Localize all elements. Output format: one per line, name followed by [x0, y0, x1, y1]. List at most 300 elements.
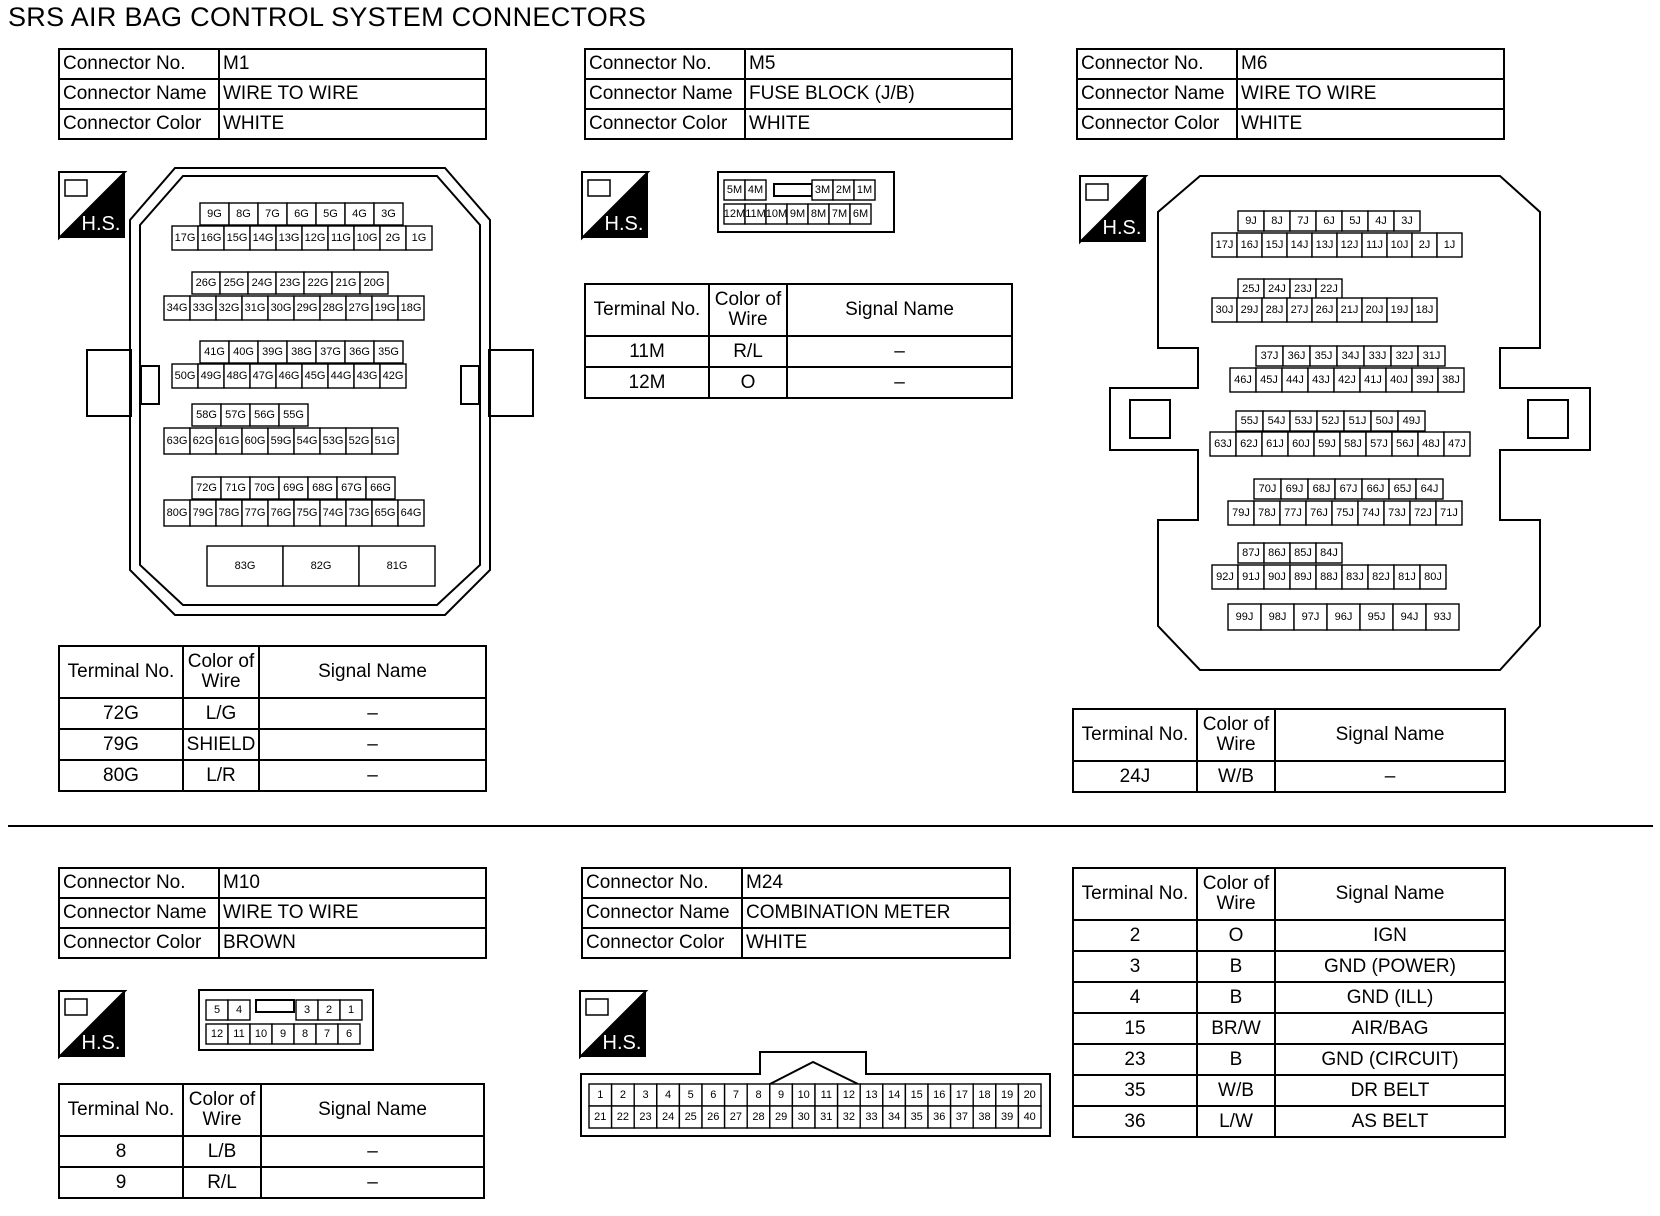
pin-label: 49J — [1402, 415, 1421, 427]
signal-name-header: Signal Name — [261, 1084, 484, 1136]
connector-no-value: M5 — [745, 49, 1012, 79]
pin-label: 29J — [1240, 304, 1259, 316]
pin-label: 65G — [374, 507, 396, 519]
pin-label: 45J — [1260, 374, 1278, 386]
pin-label: 34G — [166, 302, 188, 314]
wire-color-cell: B — [1197, 982, 1275, 1013]
pin-label: 11 — [820, 1089, 833, 1101]
pin-label: 85J — [1294, 547, 1312, 559]
pin-label: 16G — [200, 232, 222, 244]
pin-label: 90J — [1268, 571, 1286, 583]
pin-label: 6G — [294, 208, 309, 220]
pin-label: 12G — [304, 232, 326, 244]
pin-label: 19G — [374, 302, 396, 314]
connector-name-value: WIRE TO WIRE — [219, 898, 486, 928]
connector-color-label: Connector Color — [1077, 109, 1237, 139]
pin-label: 34J — [1341, 350, 1360, 362]
pin-label: 4 — [235, 1004, 243, 1016]
pin-label: 25 — [684, 1111, 697, 1123]
pin-label: 3M — [814, 184, 831, 196]
wire-color-cell: L/R — [183, 760, 259, 791]
terminal-cell: 2 — [1073, 920, 1197, 951]
pin-label: 7G — [265, 208, 280, 220]
connector-no-value: M10 — [219, 868, 486, 898]
pin-label: 19 — [1000, 1089, 1014, 1101]
pin-label: 27 — [729, 1111, 743, 1123]
pin-label: 97J — [1301, 611, 1320, 623]
pin-label: 40G — [233, 346, 254, 358]
pin-label: 22G — [307, 277, 329, 289]
pin-label: 67J — [1339, 483, 1358, 495]
pin-label: 31G — [244, 302, 266, 314]
pin-label: 69J — [1285, 483, 1304, 495]
pin-label: 53G — [322, 435, 344, 447]
pin-label: 43J — [1312, 374, 1330, 386]
pin-label: 60G — [244, 435, 266, 447]
pin-label: 1M — [856, 184, 873, 196]
pin-label: 58G — [196, 409, 217, 421]
signal-cell: IGN — [1275, 920, 1505, 951]
pin-label: 24G — [251, 277, 273, 289]
pin-label: 20G — [363, 277, 385, 289]
pin-label: 19J — [1390, 304, 1409, 316]
pin-label: 23J — [1294, 283, 1312, 295]
pin-label: 56G — [254, 409, 275, 421]
pin-label: 38G — [291, 346, 312, 358]
pin-label: 35 — [910, 1111, 923, 1123]
pin-label: 63G — [166, 435, 188, 447]
hs-icon-m10 — [59, 991, 125, 1057]
pin-label: 1 — [597, 1089, 604, 1101]
pin-label: 40 — [1023, 1111, 1036, 1123]
pin-label: 95J — [1367, 611, 1386, 623]
pin-label: 76J — [1310, 507, 1328, 519]
pin-label: 33 — [865, 1111, 878, 1123]
pin-label: 82G — [310, 560, 332, 572]
pin-label: 25G — [223, 277, 245, 289]
connector-name-label: Connector Name — [1077, 79, 1237, 109]
pin-label: 2 — [325, 1004, 333, 1016]
pin-label: 6 — [710, 1089, 717, 1101]
signal-cell: – — [1275, 761, 1505, 792]
pin-label: 80J — [1424, 571, 1442, 583]
pin-label: 29G — [296, 302, 318, 314]
pin-label: 39 — [1000, 1111, 1014, 1123]
connector-name-label: Connector Name — [582, 898, 742, 928]
pin-label: 54G — [296, 435, 318, 447]
hs-icon-m6 — [1080, 176, 1146, 242]
wire-color-header: Color of Wire — [183, 1084, 261, 1136]
terminal-no-header: Terminal No. — [59, 646, 183, 698]
pin-label: 83J — [1346, 571, 1364, 583]
pin-label: 10 — [254, 1028, 268, 1040]
pin-label: 73J — [1388, 507, 1406, 519]
terminal-no-header: Terminal No. — [59, 1084, 183, 1136]
pin-label: 12M — [723, 208, 746, 220]
pin-label: 12J — [1340, 239, 1359, 251]
signal-cell: – — [787, 367, 1012, 398]
signal-cell: – — [259, 729, 486, 760]
pin-label: 26J — [1315, 304, 1334, 316]
pin-label: 28J — [1265, 304, 1284, 316]
pin-label: 26G — [195, 277, 217, 289]
connector-color-value: BROWN — [219, 928, 486, 958]
pin-label: 18 — [978, 1089, 991, 1101]
hs-label: H.S. — [81, 1032, 121, 1054]
pin-label: 69G — [283, 482, 304, 494]
connector-no-label: Connector No. — [585, 49, 745, 79]
pin-label: 44G — [330, 370, 352, 382]
pin-label: 37 — [955, 1111, 969, 1123]
pin-label: 96J — [1334, 611, 1353, 623]
pin-label: 28 — [752, 1111, 765, 1123]
terminal-cell: 11M — [585, 336, 709, 367]
connector-name-value: WIRE TO WIRE — [219, 79, 486, 109]
connector-color-value: WHITE — [1237, 109, 1504, 139]
terminal-cell: 12M — [585, 367, 709, 398]
pin-label: 59J — [1318, 438, 1336, 450]
pin-label: 77G — [244, 507, 266, 519]
pin-label: 99J — [1235, 611, 1254, 623]
pin-label: 14 — [887, 1089, 901, 1101]
signal-cell: – — [787, 336, 1012, 367]
pin-label: 42J — [1338, 374, 1356, 386]
connector-name-label: Connector Name — [585, 79, 745, 109]
connector-name-value: FUSE BLOCK (J/B) — [745, 79, 1012, 109]
terminal-cell: 4 — [1073, 982, 1197, 1013]
pin-label: 9 — [279, 1028, 287, 1040]
connector-color-label: Connector Color — [582, 928, 742, 958]
pin-label: 92J — [1216, 571, 1234, 583]
pin-label: 9 — [778, 1089, 785, 1101]
connector-name-label: Connector Name — [59, 79, 219, 109]
pin-label: 5G — [323, 208, 338, 220]
pin-label: 15G — [226, 232, 248, 244]
pin-label: 81G — [386, 560, 408, 572]
pin-label: 67G — [341, 482, 362, 494]
pin-label: 44J — [1286, 374, 1304, 386]
pin-label: 26 — [707, 1111, 720, 1123]
terminal-cell: 8 — [59, 1136, 183, 1167]
connector-color-value: WHITE — [219, 109, 486, 139]
pin-label: 89J — [1294, 571, 1312, 583]
pin-label: 86J — [1268, 547, 1286, 559]
pin-label: 30 — [797, 1111, 810, 1123]
wire-color-cell: B — [1197, 951, 1275, 982]
pin-label: 58J — [1344, 438, 1362, 450]
pin-label: 64J — [1420, 483, 1439, 495]
terminal-cell: 36 — [1073, 1106, 1197, 1137]
wire-color-header: Color of Wire — [1197, 709, 1275, 761]
pin-label: 23 — [639, 1111, 652, 1123]
signal-cell: GND (POWER) — [1275, 951, 1505, 982]
signal-cell: AIR/BAG — [1275, 1013, 1505, 1044]
pin-label: 38 — [978, 1111, 991, 1123]
pin-label: 6M — [852, 208, 869, 220]
signal-cell: DR BELT — [1275, 1075, 1505, 1106]
terminal-cell: 80G — [59, 760, 183, 791]
m6-pin-grid — [1210, 211, 1470, 630]
pin-label: 10J — [1390, 239, 1409, 251]
pin-label: 43G — [356, 370, 378, 382]
wire-color-cell: W/B — [1197, 1075, 1275, 1106]
pin-label: 52J — [1321, 415, 1340, 427]
terminal-no-header: Terminal No. — [1073, 868, 1197, 920]
pin-label: 5 — [687, 1089, 694, 1101]
pin-label: 10G — [356, 232, 378, 244]
hs-label: H.S. — [602, 1032, 642, 1054]
pin-label: 64G — [400, 507, 422, 519]
pin-label: 30J — [1215, 304, 1234, 316]
pin-label: 18J — [1415, 304, 1434, 316]
signal-name-header: Signal Name — [259, 646, 486, 698]
pin-label: 5 — [213, 1004, 221, 1016]
pin-label: 45G — [304, 370, 326, 382]
pin-label: 32G — [218, 302, 240, 314]
pin-label: 20 — [1023, 1089, 1036, 1101]
pin-label: 8M — [810, 208, 827, 220]
pin-label: 48G — [226, 370, 248, 382]
connector-color-label: Connector Color — [585, 109, 745, 139]
pin-label: 11 — [233, 1028, 245, 1040]
pin-label: 36J — [1287, 350, 1306, 362]
pin-label: 20J — [1365, 304, 1384, 316]
pin-label: 61J — [1266, 438, 1284, 450]
pin-label: 70J — [1258, 483, 1277, 495]
pin-label: 8 — [301, 1028, 309, 1040]
pin-label: 9M — [789, 208, 806, 220]
pin-label: 17 — [955, 1089, 969, 1101]
pin-label: 31 — [820, 1111, 833, 1123]
wire-color-cell: L/B — [183, 1136, 261, 1167]
terminal-cell: 72G — [59, 698, 183, 729]
pin-label: 62J — [1240, 438, 1258, 450]
pin-label: 18G — [400, 302, 422, 314]
pin-label: 5M — [726, 184, 743, 196]
pin-label: 48J — [1422, 438, 1440, 450]
pin-label: 47G — [252, 370, 274, 382]
pin-label: 78J — [1258, 507, 1276, 519]
pin-label: 38J — [1442, 374, 1460, 386]
wire-color-cell: W/B — [1197, 761, 1275, 792]
pin-label: 37G — [320, 346, 341, 358]
wire-color-header: Color of Wire — [1197, 868, 1275, 920]
wire-color-cell: SHIELD — [183, 729, 259, 760]
pin-label: 21 — [594, 1111, 607, 1123]
pin-label: 14G — [252, 232, 274, 244]
pin-label: 41J — [1364, 374, 1382, 386]
pin-label: 71J — [1440, 507, 1458, 519]
pin-label: 4G — [352, 208, 367, 220]
pin-label: 7 — [323, 1028, 331, 1040]
pin-label: 47J — [1448, 438, 1466, 450]
pin-label: 34 — [887, 1111, 901, 1123]
pin-label: 88J — [1320, 571, 1338, 583]
pin-label: 55J — [1240, 415, 1259, 427]
pin-label: 27G — [348, 302, 370, 314]
hs-label: H.S. — [1102, 217, 1142, 239]
pin-label: 55G — [283, 409, 304, 421]
pin-label: 16J — [1240, 239, 1259, 251]
pin-label: 17J — [1215, 239, 1234, 251]
pin-label: 24J — [1268, 283, 1286, 295]
pin-label: 3J — [1401, 215, 1413, 227]
pin-label: 3 — [642, 1089, 649, 1101]
pin-label: 16 — [933, 1089, 946, 1101]
terminal-cell: 15 — [1073, 1013, 1197, 1044]
pin-label: 52G — [348, 435, 370, 447]
pin-label: 62G — [192, 435, 214, 447]
pin-label: 4 — [665, 1089, 672, 1101]
pin-label: 37J — [1260, 350, 1279, 362]
terminal-cell: 24J — [1073, 761, 1197, 792]
connector-no-value: M6 — [1237, 49, 1504, 79]
pin-label: 21J — [1340, 304, 1359, 316]
signal-cell: – — [261, 1136, 484, 1167]
connector-no-label: Connector No. — [59, 49, 219, 79]
pin-label: 77J — [1284, 507, 1302, 519]
pin-label: 6J — [1323, 215, 1335, 227]
pin-label: 30G — [270, 302, 292, 314]
hs-label: H.S. — [604, 213, 644, 235]
pin-label: 94J — [1400, 611, 1419, 623]
wire-color-cell: L/W — [1197, 1106, 1275, 1137]
pin-label: 87J — [1242, 547, 1260, 559]
pin-label: 36 — [933, 1111, 946, 1123]
pin-label: 13 — [865, 1089, 878, 1101]
pin-label: 9G — [207, 208, 222, 220]
pin-label: 41G — [204, 346, 225, 358]
pin-label: 25J — [1242, 283, 1260, 295]
pin-label: 1G — [411, 232, 427, 244]
pin-label: 15 — [910, 1089, 923, 1101]
pin-label: 11J — [1366, 239, 1383, 251]
pin-label: 91J — [1242, 571, 1260, 583]
terminal-cell: 23 — [1073, 1044, 1197, 1075]
wire-color-cell: R/L — [709, 336, 787, 367]
pin-label: 2M — [835, 184, 852, 196]
wire-color-cell: O — [709, 367, 787, 398]
pin-label: 31J — [1422, 350, 1441, 362]
connector-name-value: WIRE TO WIRE — [1237, 79, 1504, 109]
terminal-no-header: Terminal No. — [1073, 709, 1197, 761]
hs-icon-m5 — [582, 172, 648, 238]
pin-label: 9J — [1245, 215, 1257, 227]
pin-label: 72J — [1414, 507, 1432, 519]
pin-label: 8 — [755, 1089, 762, 1101]
pin-label: 36G — [349, 346, 370, 358]
wire-color-cell: O — [1197, 920, 1275, 951]
pin-label: 12 — [210, 1028, 224, 1040]
signal-name-header: Signal Name — [787, 284, 1012, 336]
pin-label: 14J — [1290, 239, 1309, 251]
wire-color-header: Color of Wire — [183, 646, 259, 698]
pin-label: 51J — [1348, 415, 1367, 427]
pin-label: 27J — [1290, 304, 1309, 316]
pin-label: 8J — [1271, 215, 1283, 227]
connector-color-value: WHITE — [745, 109, 1012, 139]
pin-label: 4J — [1375, 215, 1387, 227]
pin-label: 8G — [236, 208, 251, 220]
signal-name-header: Signal Name — [1275, 868, 1505, 920]
signal-cell: AS BELT — [1275, 1106, 1505, 1137]
signal-cell: – — [259, 760, 486, 791]
pin-label: 6 — [345, 1028, 353, 1040]
pin-label: 39G — [262, 346, 283, 358]
pin-label: 13J — [1315, 239, 1334, 251]
pin-label: 57J — [1370, 438, 1388, 450]
pin-label: 2G — [385, 232, 401, 244]
pin-label: 3 — [303, 1004, 311, 1016]
m5-pin-grid — [724, 180, 875, 224]
connector-color-label: Connector Color — [59, 928, 219, 958]
pin-label: 80G — [166, 507, 188, 519]
pin-label: 2J — [1418, 239, 1431, 251]
pin-label: 65J — [1393, 483, 1412, 495]
connector-name-value: COMBINATION METER — [742, 898, 1010, 928]
terminal-cell: 9 — [59, 1167, 183, 1198]
pin-label: 29 — [774, 1111, 788, 1123]
pin-label: 51G — [374, 435, 396, 447]
pin-label: 12 — [842, 1089, 856, 1101]
page-title: SRS AIR BAG CONTROL SYSTEM CONNECTORS — [8, 2, 647, 32]
pin-label: 50G — [174, 370, 196, 382]
pin-label: 10M — [765, 208, 788, 220]
pin-label: 33G — [192, 302, 214, 314]
m24-pin-grid — [589, 1084, 1041, 1128]
pin-label: 46J — [1234, 374, 1252, 386]
pin-label: 7 — [732, 1089, 739, 1101]
pin-label: 81J — [1398, 571, 1416, 583]
signal-cell: – — [261, 1167, 484, 1198]
pin-label: 1J — [1443, 239, 1456, 251]
pin-label: 78G — [218, 507, 240, 519]
pin-label: 71G — [225, 482, 246, 494]
pin-label: 83G — [234, 560, 256, 572]
pin-label: 42G — [382, 370, 404, 382]
pin-label: 10 — [797, 1089, 810, 1101]
pin-label: 22J — [1320, 283, 1338, 295]
pin-label: 53J — [1294, 415, 1313, 427]
pin-label: 93J — [1433, 611, 1452, 623]
pin-label: 5J — [1349, 215, 1361, 227]
m1-pin-grid — [164, 203, 435, 586]
wire-color-cell: R/L — [183, 1167, 261, 1198]
pin-label: 63J — [1214, 438, 1232, 450]
pin-label: 84J — [1320, 547, 1338, 559]
pin-label: 35G — [378, 346, 399, 358]
pin-label: 35J — [1314, 350, 1333, 362]
pin-label: 50J — [1375, 415, 1394, 427]
hs-icon-m1 — [59, 172, 125, 238]
pin-label: 49G — [200, 370, 222, 382]
pin-label: 32 — [842, 1111, 856, 1123]
pin-label: 98J — [1268, 611, 1287, 623]
pin-label: 61G — [218, 435, 240, 447]
pin-label: 79J — [1232, 507, 1250, 519]
terminal-no-header: Terminal No. — [585, 284, 709, 336]
pin-label: 60J — [1292, 438, 1310, 450]
pin-label: 11G — [331, 232, 351, 244]
pin-label: 75G — [296, 507, 318, 519]
pin-label: 79G — [192, 507, 214, 519]
pin-label: 15J — [1265, 239, 1284, 251]
connector-no-label: Connector No. — [1077, 49, 1237, 79]
pin-label: 66G — [370, 482, 391, 494]
signal-name-header: Signal Name — [1275, 709, 1505, 761]
pin-label: 2 — [619, 1089, 626, 1101]
pin-label: 76G — [270, 507, 292, 519]
